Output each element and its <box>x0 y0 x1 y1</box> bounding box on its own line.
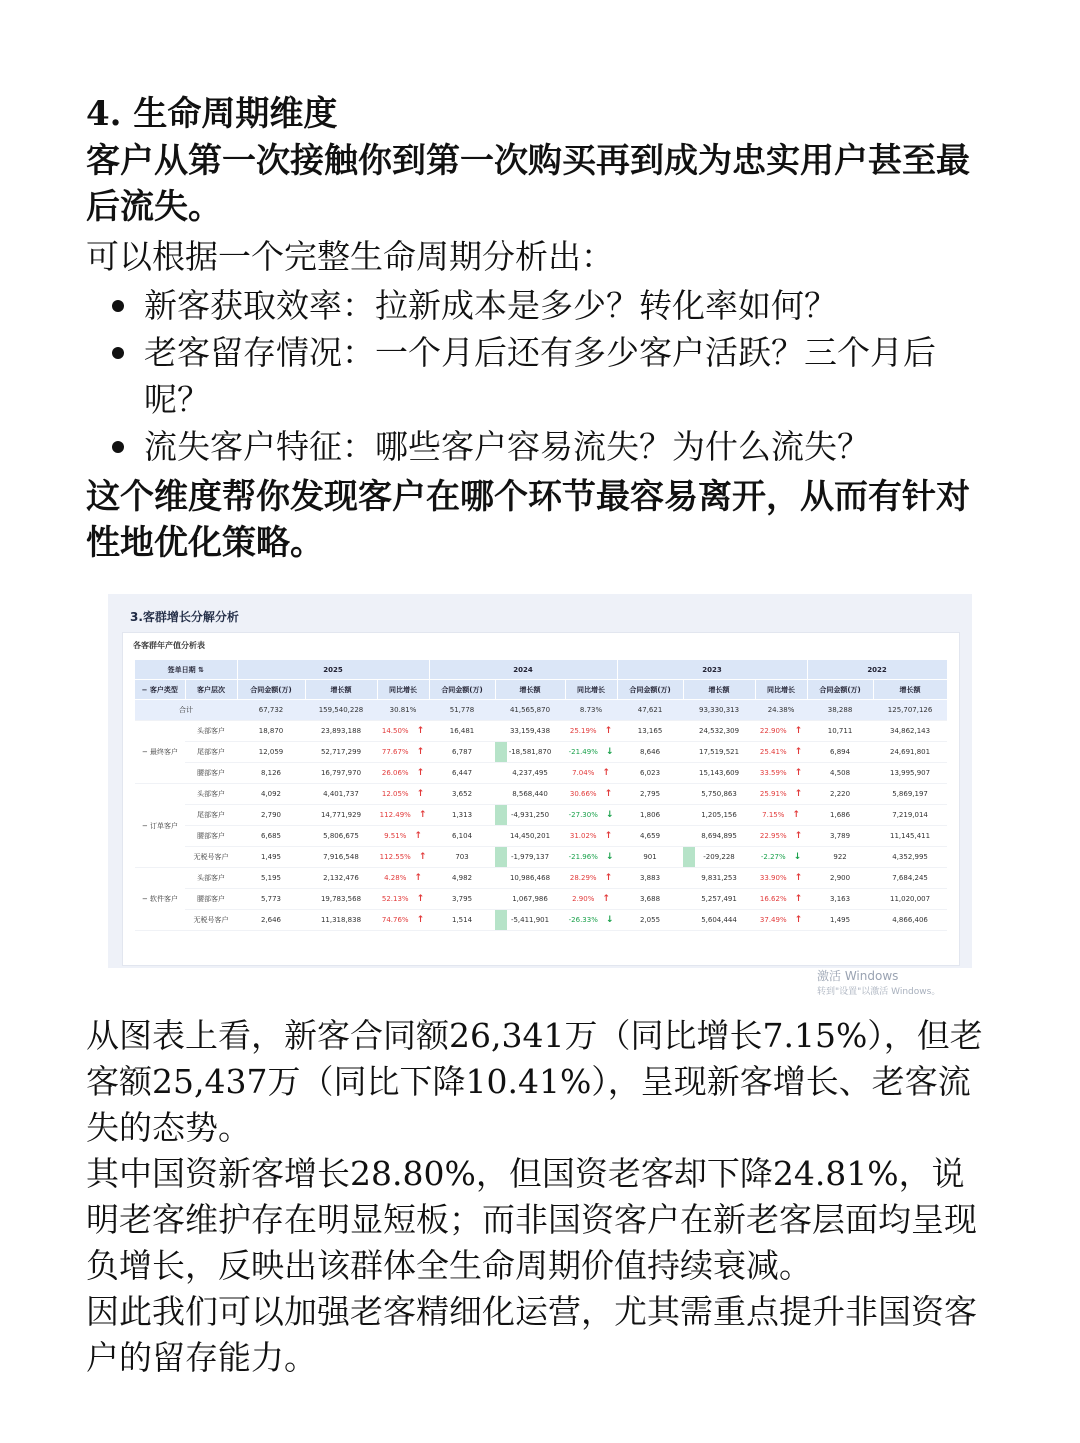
intro-paragraph: 可以根据一个完整生命周期分析出： <box>86 237 614 276</box>
level-cell: 无税号客户 <box>185 847 237 868</box>
growth-cell: 17,519,521 <box>683 742 755 763</box>
growth-cell: 11,145,411 <box>873 826 947 847</box>
growth-cell: 4,352,995 <box>873 847 947 868</box>
amount-cell: 8,646 <box>617 742 683 763</box>
growth-cell: 13,995,907 <box>873 763 947 784</box>
collapse-icon[interactable]: − <box>141 895 151 903</box>
growth-cell: 10,986,468 <box>495 868 565 889</box>
yoy-cell: 7.04% ↑ <box>565 763 617 784</box>
bullet-icon <box>112 347 124 359</box>
col-header: 增长额 <box>495 680 565 700</box>
amount-cell: 4,092 <box>237 784 305 805</box>
list-item: 新客获取效率：拉新成本是多少？转化率如何？ <box>86 282 996 329</box>
table-row <box>135 742 947 763</box>
col-header: 增长额 <box>305 680 377 700</box>
conclusion-paragraph: 这个维度帮你发现客户在哪个环节最容易离开，从而有针对性地优化策略。 <box>86 477 970 563</box>
arrow-up-icon: ↑ <box>794 768 803 778</box>
growth-cell: -1,979,137 <box>495 847 565 868</box>
growth-cell: 5,750,863 <box>683 784 755 805</box>
col-header: 合同金额(万) <box>429 680 495 700</box>
yoy-cell: 25.19% ↑ <box>565 721 617 742</box>
arrow-up-icon: ↑ <box>604 831 613 841</box>
growth-cell: 14,771,929 <box>305 805 377 826</box>
amount-cell: 8,126 <box>237 763 305 784</box>
collapse-icon[interactable]: − <box>141 748 151 756</box>
growth-cell: 5,869,197 <box>873 784 947 805</box>
yoy-cell: 12.05% ↑ <box>377 784 429 805</box>
yoy-cell: 22.95% ↑ <box>755 826 807 847</box>
growth-cell: -4,931,250 <box>495 805 565 826</box>
year-header: 2023 <box>617 660 807 680</box>
growth-cell: 4,866,406 <box>873 910 947 931</box>
table-row <box>135 805 947 826</box>
amount-cell: 5,195 <box>237 868 305 889</box>
yoy-cell: -2.27% ↓ <box>755 847 807 868</box>
table-row <box>135 889 947 910</box>
table-row <box>135 721 947 742</box>
yoy-cell: 25.41% ↑ <box>755 742 807 763</box>
growth-cell: 23,893,188 <box>305 721 377 742</box>
analysis-paragraph-1: 从图表上看，新客合同额26,341万（同比增长7.15%），但老客额25,437万（同比下降10.41%），呈现新客增长、老客流失的态势。 <box>86 1016 983 1147</box>
table-row <box>135 868 947 889</box>
arrow-up-icon: ↑ <box>794 789 803 799</box>
growth-table <box>135 660 948 931</box>
table-row <box>135 847 947 868</box>
arrow-up-icon: ↑ <box>604 726 613 736</box>
table-row <box>135 763 947 784</box>
level-cell: 尾部客户 <box>185 805 237 826</box>
amount-cell: 6,787 <box>429 742 495 763</box>
growth-cell: 4,401,737 <box>305 784 377 805</box>
growth-cell: 5,806,675 <box>305 826 377 847</box>
section-title: 4. 生命周期维度 <box>86 94 338 134</box>
amount-cell: 16,481 <box>429 721 495 742</box>
col-header: 增长额 <box>683 680 755 700</box>
arrow-up-icon: ↑ <box>794 915 803 925</box>
level-cell: 头部客户 <box>185 784 237 805</box>
yoy-cell: 4.28% ↑ <box>377 868 429 889</box>
amount-cell: 13,165 <box>617 721 683 742</box>
bullet-icon <box>112 441 124 453</box>
level-cell: 腰部客户 <box>185 889 237 910</box>
col-header[interactable]: − 客户类型 <box>135 680 185 700</box>
growth-cell: 24,691,801 <box>873 742 947 763</box>
growth-cell: 1,205,156 <box>683 805 755 826</box>
amount-cell: 901 <box>617 847 683 868</box>
growth-cell: 9,831,253 <box>683 868 755 889</box>
growth-cell: 24,532,309 <box>683 721 755 742</box>
amount-cell: 3,883 <box>617 868 683 889</box>
arrow-up-icon: ↑ <box>416 789 425 799</box>
table-row <box>135 826 947 847</box>
list-item: 老客留存情况：一个月后还有多少客户活跃？三个月后呢？ <box>86 329 996 423</box>
arrow-up-icon: ↑ <box>794 831 803 841</box>
arrow-up-icon: ↑ <box>414 873 422 883</box>
total-row: 合计 67,732 159,540,228 30.81% 51,778 41,565,870 8.73% 47,621 93,330,313 24.38% 38,288 125,707,126 <box>135 700 947 721</box>
amount-cell: 3,688 <box>617 889 683 910</box>
level-cell: 腰部客户 <box>185 763 237 784</box>
windows-watermark: 激活 Windows <box>817 969 899 983</box>
col-header: 客户层次 <box>185 680 237 700</box>
embedded-screenshot <box>108 594 972 997</box>
growth-cell: 34,862,143 <box>873 721 947 742</box>
growth-cell: 16,797,970 <box>305 763 377 784</box>
yoy-cell: 16.62% ↑ <box>755 889 807 910</box>
arrow-up-icon: ↑ <box>604 789 613 799</box>
growth-cell: 14,450,201 <box>495 826 565 847</box>
arrow-up-icon: ↑ <box>602 768 610 778</box>
amount-cell: 6,685 <box>237 826 305 847</box>
arrow-up-icon: ↑ <box>602 894 610 904</box>
amount-cell: 12,059 <box>237 742 305 763</box>
amount-cell: 6,104 <box>429 826 495 847</box>
yoy-cell: -26.33% ↓ <box>565 910 617 931</box>
growth-cell: -5,411,901 <box>495 910 565 931</box>
arrow-up-icon: ↑ <box>416 915 425 925</box>
windows-watermark-sub: 转到"设置"以激活 Windows。 <box>817 987 941 997</box>
list-item: 流失客户特征：哪些客户容易流失？为什么流失？ <box>86 423 996 470</box>
growth-cell: 33,159,438 <box>495 721 565 742</box>
amount-cell: 3,652 <box>429 784 495 805</box>
growth-cell: 7,684,245 <box>873 868 947 889</box>
yoy-cell: 112.49% ↑ <box>377 805 429 826</box>
yoy-cell: 2.90% ↑ <box>565 889 617 910</box>
growth-cell: 15,143,609 <box>683 763 755 784</box>
sort-icon[interactable]: ⇅ <box>198 665 204 674</box>
level-cell: 头部客户 <box>185 868 237 889</box>
col-header: 增长额 <box>873 680 947 700</box>
arrow-up-icon: ↑ <box>794 873 803 883</box>
amount-cell: 2,790 <box>237 805 305 826</box>
amount-cell: 1,495 <box>807 910 873 931</box>
amount-cell: 2,900 <box>807 868 873 889</box>
amount-cell: 1,495 <box>237 847 305 868</box>
arrow-up-icon: ↑ <box>794 747 803 757</box>
amount-cell: 2,646 <box>237 910 305 931</box>
growth-cell: 8,568,440 <box>495 784 565 805</box>
amount-cell: 3,795 <box>429 889 495 910</box>
amount-cell: 1,514 <box>429 910 495 931</box>
arrow-up-icon: ↑ <box>416 894 425 904</box>
yoy-cell: 33.90% ↑ <box>755 868 807 889</box>
yoy-cell: 31.02% ↑ <box>565 826 617 847</box>
growth-cell: 11,318,838 <box>305 910 377 931</box>
card-title: 各客群年产值分析表 <box>133 641 205 650</box>
group-label[interactable]: − 订单客户 <box>135 784 185 868</box>
growth-cell: 2,132,476 <box>305 868 377 889</box>
arrow-up-icon: ↑ <box>416 768 425 778</box>
amount-cell: 3,789 <box>807 826 873 847</box>
amount-cell: 6,447 <box>429 763 495 784</box>
amount-cell: 703 <box>429 847 495 868</box>
growth-cell: 7,219,014 <box>873 805 947 826</box>
amount-cell: 5,773 <box>237 889 305 910</box>
col-header: 合同金额(万) <box>807 680 873 700</box>
yoy-cell: 28.29% ↑ <box>565 868 617 889</box>
amount-cell: 10,711 <box>807 721 873 742</box>
arrow-up-icon: ↑ <box>418 810 427 820</box>
amount-cell: 4,982 <box>429 868 495 889</box>
yoy-cell: -27.30% ↓ <box>565 805 617 826</box>
growth-cell: -18,581,870 <box>495 742 565 763</box>
table-row <box>135 910 947 931</box>
yoy-cell: 30.66% ↑ <box>565 784 617 805</box>
yoy-cell: 22.90% ↑ <box>755 721 807 742</box>
amount-cell: 4,508 <box>807 763 873 784</box>
amount-cell: 2,220 <box>807 784 873 805</box>
year-header: 2024 <box>429 660 617 680</box>
arrow-down-icon: ↓ <box>605 852 614 862</box>
growth-cell: 5,604,444 <box>683 910 755 931</box>
year-header: 2022 <box>807 660 947 680</box>
arrow-up-icon: ↑ <box>418 852 427 862</box>
amount-cell: 18,870 <box>237 721 305 742</box>
col-header: 合同金额(万) <box>617 680 683 700</box>
arrow-down-icon: ↓ <box>605 810 614 820</box>
arrow-up-icon: ↑ <box>604 873 613 883</box>
dashboard-title: 3.客群增长分解分析 <box>130 610 239 624</box>
growth-cell: 52,717,299 <box>305 742 377 763</box>
level-cell: 腰部客户 <box>185 826 237 847</box>
level-cell: 尾部客户 <box>185 742 237 763</box>
amount-cell: 6,023 <box>617 763 683 784</box>
arrow-up-icon: ↑ <box>794 726 803 736</box>
growth-cell: 5,257,491 <box>683 889 755 910</box>
amount-cell: 2,795 <box>617 784 683 805</box>
group-label[interactable]: − 最终客户 <box>135 721 185 784</box>
col-header: 合同金额(万) <box>237 680 305 700</box>
group-label[interactable]: − 软件客户 <box>135 868 185 931</box>
growth-cell: 7,916,548 <box>305 847 377 868</box>
date-header[interactable]: 签单日期 ⇅ <box>135 660 237 680</box>
growth-cell: 1,067,986 <box>495 889 565 910</box>
arrow-down-icon: ↓ <box>793 852 802 862</box>
yoy-cell: 9.51% ↑ <box>377 826 429 847</box>
yoy-cell: 77.67% ↑ <box>377 742 429 763</box>
growth-cell: 4,237,495 <box>495 763 565 784</box>
yoy-cell: 74.76% ↑ <box>377 910 429 931</box>
analysis-paragraph-2: 其中国资新客增长28.80%，但国资老客却下降24.81%，说明老客维护存在明显短板；而非国资客户在新老客层面均呈现负增长，反映出该群体全生命周期价值持续衰减。 <box>86 1154 977 1285</box>
yoy-cell: -21.96% ↓ <box>565 847 617 868</box>
yoy-cell: 33.59% ↑ <box>755 763 807 784</box>
yoy-cell: 112.55% ↑ <box>377 847 429 868</box>
yoy-cell: 52.13% ↑ <box>377 889 429 910</box>
arrow-down-icon: ↓ <box>605 747 614 757</box>
amount-cell: 1,313 <box>429 805 495 826</box>
table-card <box>122 632 960 997</box>
level-cell: 无税号客户 <box>185 910 237 931</box>
collapse-icon[interactable]: − <box>141 685 148 694</box>
year-header: 2025 <box>237 660 429 680</box>
yoy-cell: 26.06% ↑ <box>377 763 429 784</box>
analysis-paragraph-3: 因此我们可以加强老客精细化运营，尤其需重点提升非国资客户的留存能力。 <box>86 1292 977 1377</box>
yoy-cell: 25.91% ↑ <box>755 784 807 805</box>
yoy-cell: 7.15% ↑ <box>755 805 807 826</box>
growth-cell: 11,020,007 <box>873 889 947 910</box>
amount-cell: 4,659 <box>617 826 683 847</box>
col-header: 同比增长 <box>377 680 429 700</box>
amount-cell: 1,806 <box>617 805 683 826</box>
collapse-icon[interactable]: − <box>141 821 151 830</box>
col-header: 同比增长 <box>565 680 617 700</box>
arrow-up-icon: ↑ <box>416 726 425 736</box>
growth-cell: -209,228 <box>683 847 755 868</box>
bullet-list <box>86 282 996 470</box>
arrow-down-icon: ↓ <box>605 915 614 925</box>
level-cell: 头部客户 <box>185 721 237 742</box>
growth-cell: 8,694,895 <box>683 826 755 847</box>
col-header: 同比增长 <box>755 680 807 700</box>
bullet-icon <box>112 300 124 312</box>
yoy-cell: 14.50% ↑ <box>377 721 429 742</box>
amount-cell: 922 <box>807 847 873 868</box>
arrow-up-icon: ↑ <box>792 810 800 820</box>
amount-cell: 6,894 <box>807 742 873 763</box>
yoy-cell: -21.49% ↓ <box>565 742 617 763</box>
amount-cell: 2,055 <box>617 910 683 931</box>
amount-cell: 3,163 <box>807 889 873 910</box>
yoy-cell: 37.49% ↑ <box>755 910 807 931</box>
lead-paragraph: 客户从第一次接触你到第一次购买再到成为忠实用户甚至最后流失。 <box>86 141 970 227</box>
arrow-up-icon: ↑ <box>414 831 422 841</box>
arrow-up-icon: ↑ <box>416 747 425 757</box>
table-row <box>135 784 947 805</box>
amount-cell: 1,686 <box>807 805 873 826</box>
growth-cell: 19,783,568 <box>305 889 377 910</box>
arrow-up-icon: ↑ <box>794 894 803 904</box>
